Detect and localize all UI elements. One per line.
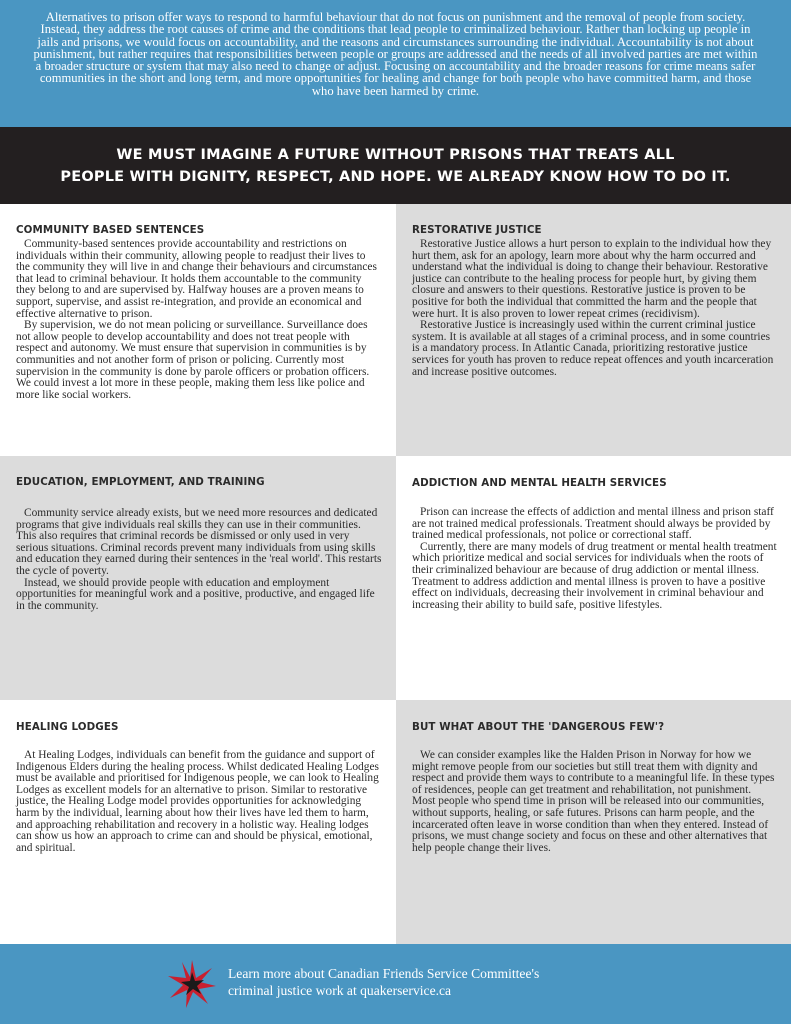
section-title: COMMUNITY BASED SENTENCES (16, 224, 205, 236)
section-paragraph: At Healing Lodges, individuals can benefit from the guidance and support of Indigenous Elders during the healing process. Whilst dedicated Healing Lodges must be available and prioritised for Indigenous people, we can look to Healing Lodges as excellent models for an alternative to prison. Similar to restorative justice, the Healing Lodge model provides opportunities for acknowledging harm by the individual, learning about how their lives have led them to harm, and approaching rehabilitation and recovery in a holistic way. Healing lodges can show us how an approach to crime can and should be physical, emotional, and spiritual. (16, 749, 379, 854)
intro-paragraph: Alternatives to prison offer ways to respond to harmful behaviour that do not focus on punishment and the removal of people from society. Instead, they address the root causes of crime and the conditions that lead people to criminalized behaviour. Rather than locking up people in jails and prisons, we would focus on accountability, and the reasons and circumstances surrounding the individual. Accountability is not about punishment, but rather requires that responsibilities between people or groups are addressed and the needs of all involved parties are met within a broader structure or system that may also need to change or adjust. Focusing on accountability and the broader reasons for crime means safer communities in the short and long term, and more opportunities for healing and change for both people who have committed harm, and those who have been harmed by crime. (33, 10, 758, 98)
section-paragraph: By supervision, we do not mean policing or surveillance. Surveillance does not allow people to develop accountability and does not treat people with respect and autonomy. We must ensure that supervision in communities is by communities and not another form of prison or policing. Currently most supervision in the community is done by parole officers or probation officers. We could invest a lot more in these people, making them less like police and more like social workers. (16, 319, 370, 401)
section-title: EDUCATION, EMPLOYMENT, AND TRAINING (16, 476, 265, 488)
section-paragraph: Community-based sentences provide accountability and restrictions on individuals within their community, allowing people to readjust their lives to the community they will live in and change their behaviours and circumstances that lead to criminal behaviour. It holds them accountable to the community they belong to and are supervised by. Halfway houses are a proven means to support, supervise, and assist re-integration, and provide an economical and effective alternative to prison. (16, 238, 377, 320)
section-healing-lodges (0, 700, 396, 944)
section-title: ADDICTION AND MENTAL HEALTH SERVICES (412, 477, 667, 489)
section-title: BUT WHAT ABOUT THE 'DANGEROUS FEW'? (412, 721, 665, 733)
section-paragraph: We can consider examples like the Halden Prison in Norway for how we might remove people from our societies but still treat them with dignity and respect and provide them ways to contribute to a meaningful life. In these types of residences, people can get treatment and rehabilitation, not punishment. Most people who spend time in prison will be released into our communities, without supports, healing, or safe futures. Prisons can harm people, and the incarcerated often leave in worse condition than when they entered. Instead of prisons, we must change society and focus on these and other alternatives that help people change their lives. (412, 749, 775, 854)
section-addiction-mental-health (396, 456, 791, 700)
section-paragraph: Instead, we should provide people with education and employment opportunities for meaningful work and a positive, productive, and engaged life in the community. (16, 576, 375, 612)
section-restorative-justice (396, 204, 791, 456)
footer (0, 944, 791, 1024)
footer-link-line[interactable]: criminal justice work at quakerservice.ca (228, 982, 452, 998)
section-title: RESTORATIVE JUSTICE (412, 224, 542, 236)
banner-line-1: WE MUST IMAGINE A FUTURE WITHOUT PRISONS THAT TREATS ALL (116, 146, 675, 163)
footer-line-1: Learn more about Canadian Friends Service Committee's (228, 966, 540, 981)
section-paragraph: Restorative Justice is increasingly used within the current criminal justice system. It is available at all stages of a criminal process, and in some countries is a mandatory process. In Atlantic Canada, prioritizing restorative justice services for youth has proven to reduce repeat offences and youth incarceration and increase positive outcomes. (412, 319, 774, 378)
section-paragraph: Community service already exists, but we need more resources and dedicated programs that give individuals real skills they can use in their communities. This also requires that criminal records be dismissed or only used in very serious situations. Criminal records prevent many individuals from using skills and education they earned during their sentences in the 'real world'. This restarts the cycle of poverty. (16, 507, 382, 577)
footer-text (228, 966, 628, 999)
intro-text-block (0, 0, 791, 127)
headline-banner (0, 127, 791, 204)
section-community-based-sentences (0, 204, 396, 456)
section-education-employment-training (0, 456, 396, 700)
section-dangerous-few (396, 700, 791, 944)
star-logo-icon (168, 960, 216, 1008)
section-title: HEALING LODGES (16, 721, 119, 733)
section-paragraph: Currently, there are many models of drug treatment or mental health treatment which prioritize medical and social services for individuals when the roots of their criminalized behaviour are because of drug addiction or mental illness. Treatment to address addiction and mental illness is proven to have a positive effect on individuals, decreasing their involvement in criminal behaviour and increasing their ability to build safe, positive lifestyles. (412, 540, 777, 611)
section-paragraph: Prison can increase the effects of addiction and mental illness and prison staff are not trained medical professionals. Treatment should always be provided by trained medical professionals, not police or correctional staff. (412, 506, 774, 542)
banner-line-2: PEOPLE WITH DIGNITY, RESPECT, AND HOPE. WE ALREADY KNOW HOW TO DO IT. (60, 168, 731, 185)
section-paragraph: Restorative Justice allows a hurt person to explain to the individual how they hurt them, ask for an apology, learn more about why the harm occurred and understand what the individual is doing to change their behaviour. Restorative justice can contribute to the healing process for people hurt, by giving them closure and answers to their questions. Restorative justice is proven to be positive for both the individual that committed the harm and the people that were hurt. It is also proven to lower repeat crimes (recidivism). (412, 238, 772, 320)
